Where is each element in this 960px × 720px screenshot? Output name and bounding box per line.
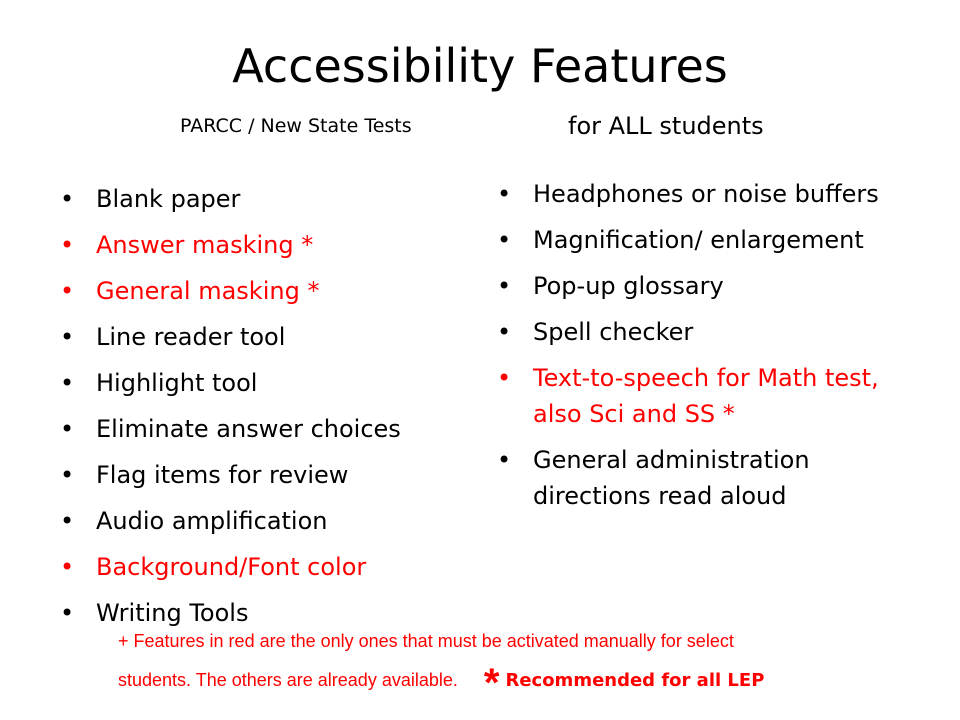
list-item-text: Line reader tool: [96, 323, 286, 351]
list-item: [497, 442, 927, 514]
subtitle-left: PARCC / New State Tests: [180, 115, 412, 137]
bullet-icon: •: [497, 226, 512, 254]
bullet-icon: •: [60, 553, 75, 581]
bullet-icon: •: [60, 599, 75, 627]
list-item-text: Pop-up glossary: [533, 272, 724, 300]
list-item: [497, 176, 927, 212]
footnote-line-2: [118, 660, 765, 705]
slide-title: Accessibility Features: [232, 39, 728, 93]
bullet-icon: •: [497, 272, 512, 300]
bullet-icon: •: [60, 507, 75, 535]
list-item: [60, 314, 480, 360]
right-feature-list: [497, 176, 927, 524]
bullet-icon: •: [60, 323, 75, 351]
bullet-icon: •: [60, 415, 75, 443]
footnote-line-1: + Features in red are the only ones that must be activated manually for select: [118, 631, 734, 651]
list-item-text: Highlight tool: [96, 369, 258, 397]
list-item-text: Text-to-speech for Math test, also Sci and SS *: [533, 364, 879, 428]
list-item-text: Eliminate answer choices: [96, 415, 401, 443]
bullet-icon: •: [60, 277, 75, 305]
footnote-line-2-text: students. The others are already available.: [118, 670, 458, 690]
list-item-text: Answer masking *: [96, 231, 314, 259]
bullet-icon: •: [497, 318, 512, 346]
list-item-text: Audio amplification: [96, 507, 328, 535]
list-item: [497, 360, 927, 432]
list-item-text: Writing Tools: [96, 599, 249, 627]
list-item-text: Magnification/ enlargement: [533, 226, 864, 254]
list-item: [60, 544, 480, 590]
recommended-note: Recommended for all LEP: [505, 670, 765, 691]
left-feature-list: [60, 176, 480, 636]
list-item: [60, 452, 480, 498]
list-item: [60, 176, 480, 222]
list-item: [497, 222, 927, 258]
list-item: [60, 268, 480, 314]
subtitle-right: for ALL students: [568, 112, 764, 140]
bullet-icon: •: [60, 369, 75, 397]
list-item: [60, 222, 480, 268]
bullet-icon: •: [60, 231, 75, 259]
list-item: [60, 360, 480, 406]
list-item-text: Spell checker: [533, 318, 694, 346]
bullet-icon: •: [497, 446, 512, 474]
bullet-icon: •: [60, 461, 75, 489]
list-item: [497, 268, 927, 304]
asterisk-icon: *: [483, 661, 500, 705]
bullet-icon: •: [60, 185, 75, 213]
list-item: [60, 406, 480, 452]
list-item-text: General masking *: [96, 277, 320, 305]
bullet-icon: •: [497, 364, 512, 392]
list-item: [60, 498, 480, 544]
bullet-icon: •: [497, 180, 512, 208]
list-item-text: Headphones or noise buffers: [533, 180, 879, 208]
list-item: [497, 314, 927, 350]
list-item-text: Flag items for review: [96, 461, 349, 489]
list-item-text: General administration directions read aloud: [533, 446, 810, 510]
list-item-text: Background/Font color: [96, 553, 367, 581]
list-item-text: Blank paper: [96, 185, 241, 213]
